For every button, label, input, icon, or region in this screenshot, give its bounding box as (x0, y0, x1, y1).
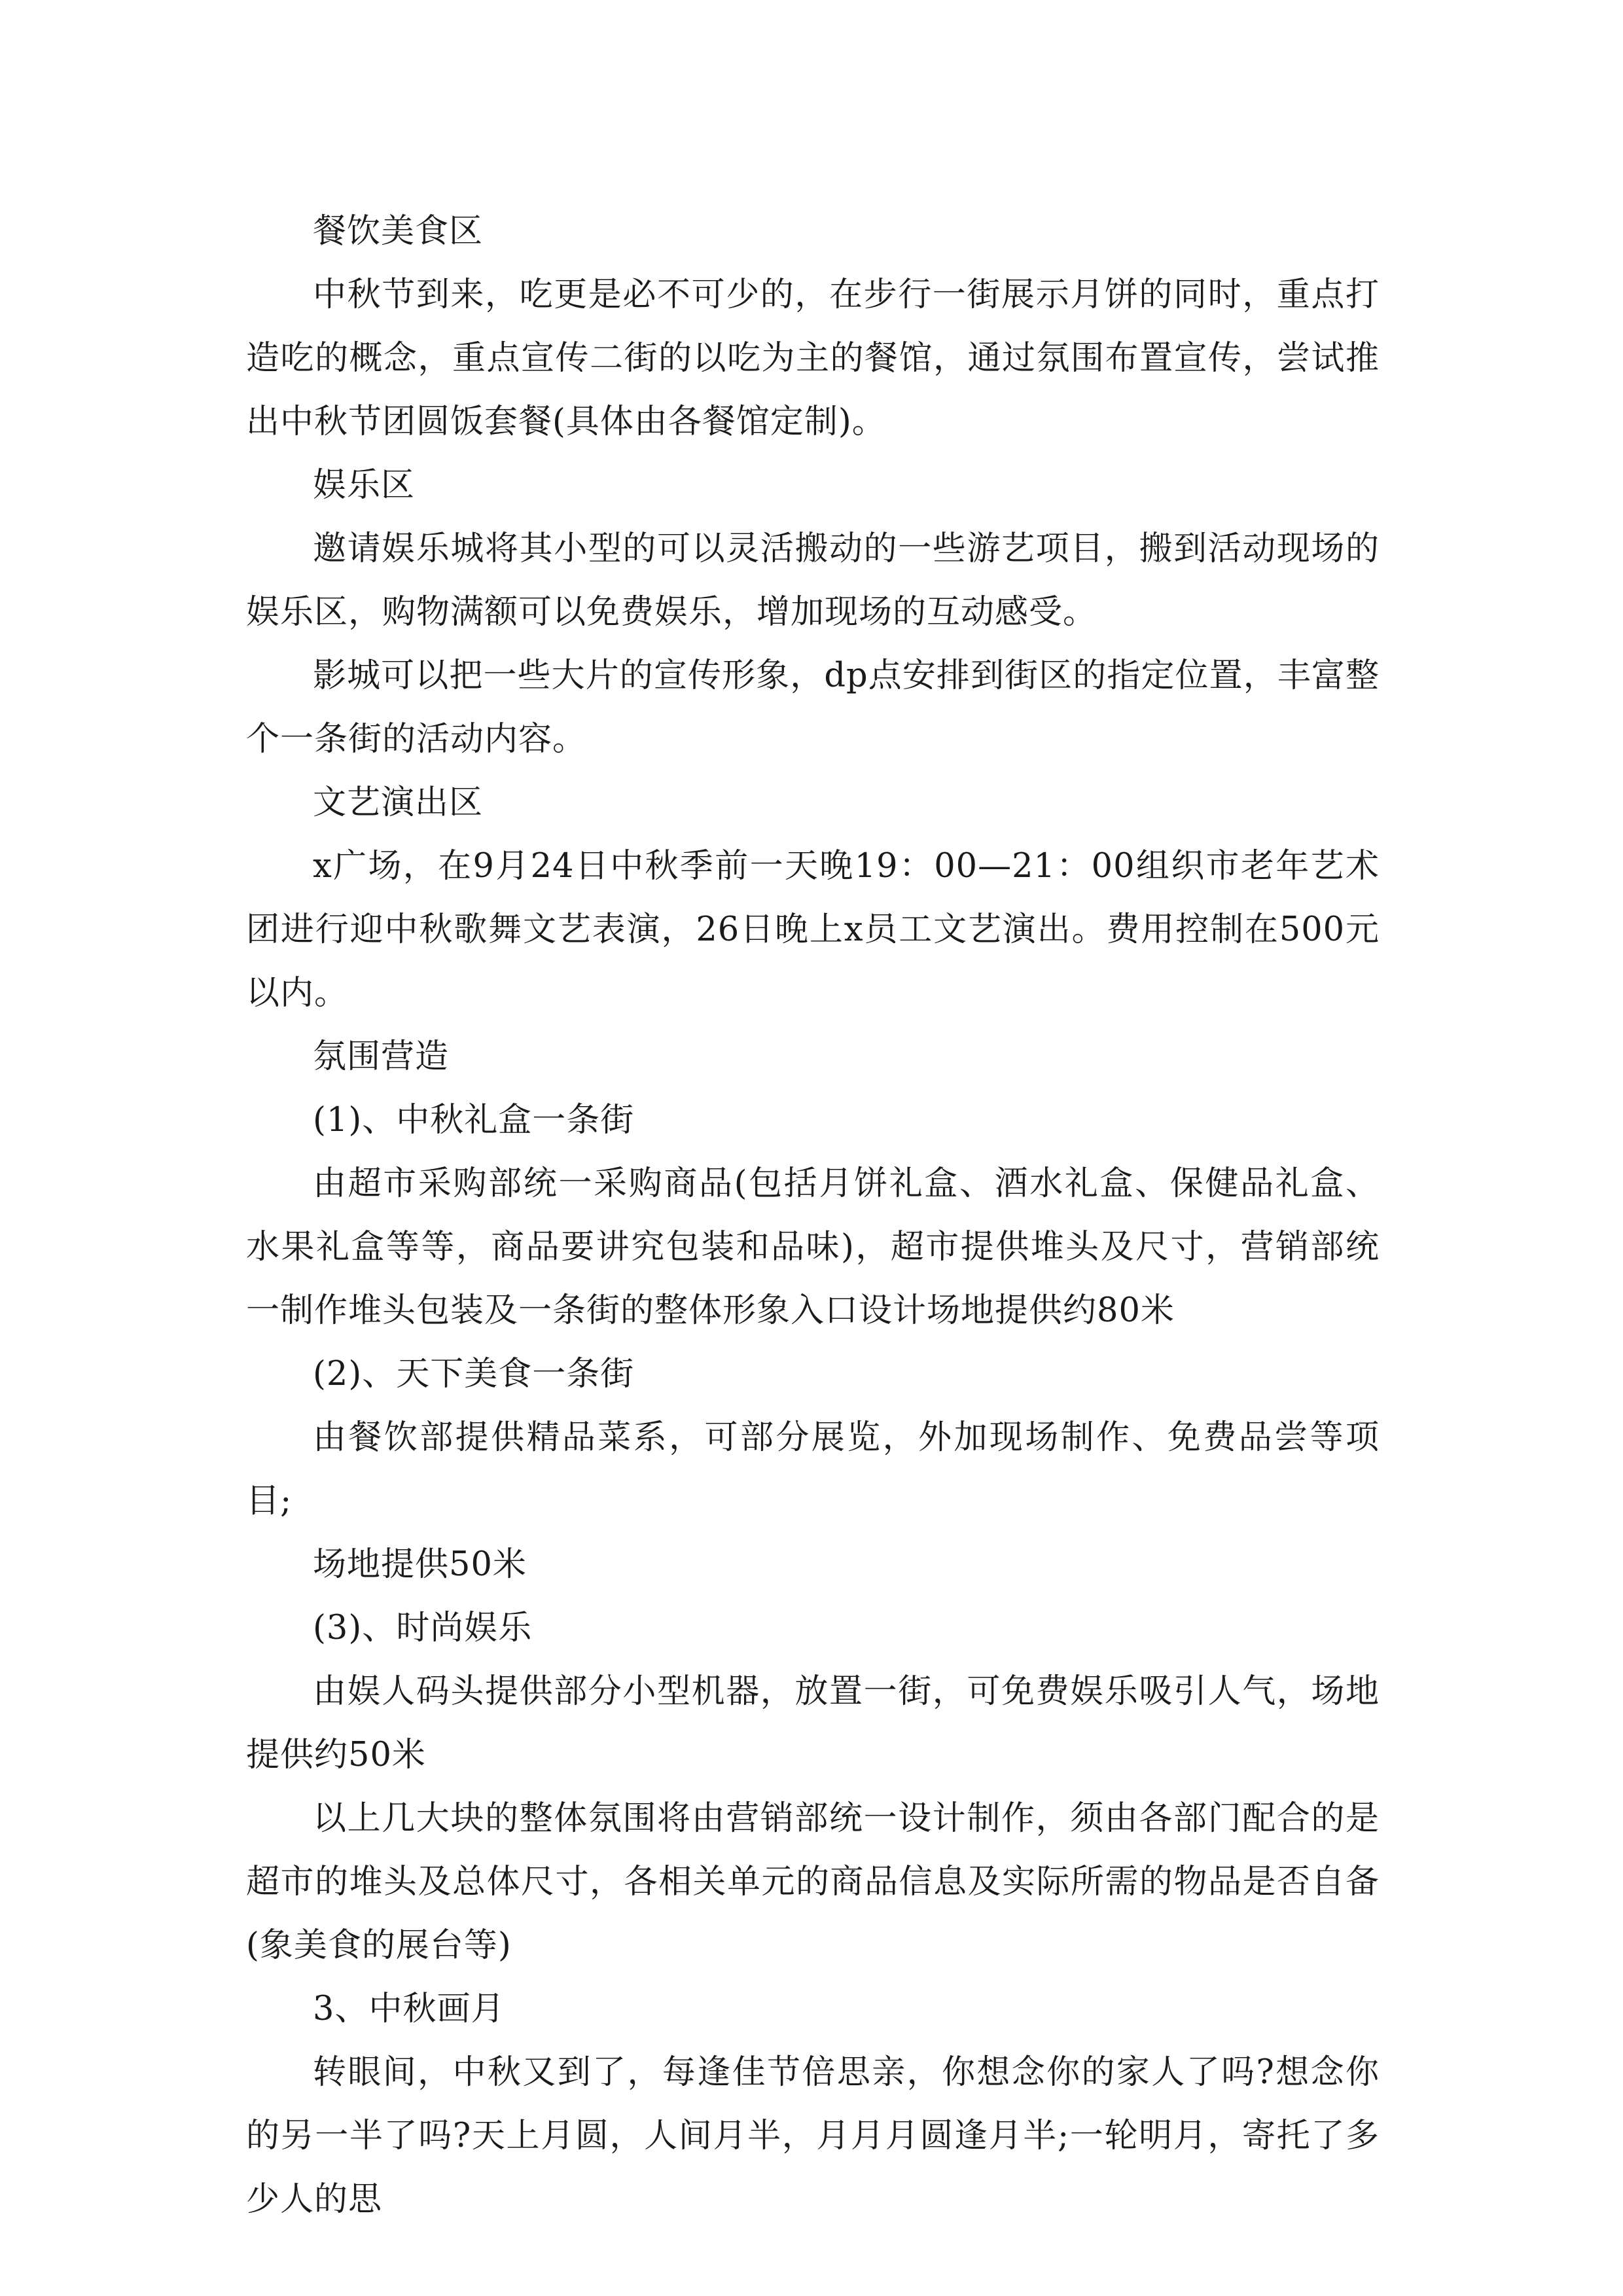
section-heading-performance: 文艺演出区 (313, 783, 484, 822)
paragraph-entertainment: 邀请娱乐城将其小型的可以灵活搬动的一些游艺项目，搬到活动现场的娱乐区，购物满额可以免费娱乐，增加现场的互动感受。 (246, 529, 1380, 632)
paragraph-food-street-space: 场地提供50米 (313, 1545, 527, 1584)
subheading-gift-box-street: (1)、中秋礼盒一条街 (313, 1101, 635, 1139)
section-heading-dining: 餐饮美食区 (313, 212, 484, 251)
paragraph-performance: x广场，在9月24日中秋季前一天晚19：00—21：00组织市老年艺术团进行迎中秋歌舞文艺表演，26日晚上x员工文艺演出。费用控制在500元以内。 (246, 847, 1380, 1013)
subheading-food-street: (2)、天下美食一条街 (313, 1355, 635, 1393)
paragraph-cinema: 影城可以把一些大片的宣传形象，dp点安排到街区的指定位置，丰富整个一条街的活动内容。 (246, 656, 1380, 759)
subheading-fashion-entertainment: (3)、时尚娱乐 (313, 1609, 533, 1647)
document-body (246, 200, 1380, 2231)
paragraph-food-street: 由餐饮部提供精品菜系，可部分展览，外加现场制作、免费品尝等项目; (246, 1418, 1380, 1520)
section-heading-moon-painting: 3、中秋画月 (313, 1990, 505, 2028)
paragraph-gift-box-street: 由超市采购部统一采购商品(包括月饼礼盒、酒水礼盒、保健品礼盒、水果礼盒等等，商品要讲究包装和品味)，超市提供堆头及尺寸，营销部统一制作堆头包装及一条街的整体形象入口设计场地提供约80米 (246, 1164, 1380, 1330)
paragraph-moon-painting: 转眼间，中秋又到了，每逢佳节倍思亲，你想念你的家人了吗?想念你的另一半了吗?天上月圆，人间月半，月月月圆逢月半;一轮明月，寄托了多少人的思 (246, 2053, 1380, 2219)
paragraph-fashion-entertainment: 由娱人码头提供部分小型机器，放置一街，可免费娱乐吸引人气，场地提供约50米 (246, 1672, 1380, 1774)
paragraph-overall-atmosphere: 以上几大块的整体氛围将由营销部统一设计制作，须由各部门配合的是超市的堆头及总体尺寸，各相关单元的商品信息及实际所需的物品是否自备(象美食的展台等) (246, 1799, 1380, 1965)
section-heading-atmosphere: 氛围营造 (313, 1037, 450, 1076)
section-heading-entertainment: 娱乐区 (313, 466, 416, 505)
paragraph-dining: 中秋节到来，吃更是必不可少的，在步行一街展示月饼的同时，重点打造吃的概念，重点宣传二街的以吃为主的餐馆，通过氛围布置宣传，尝试推出中秋节团圆饭套餐(具体由各餐馆定制)。 (246, 276, 1380, 441)
